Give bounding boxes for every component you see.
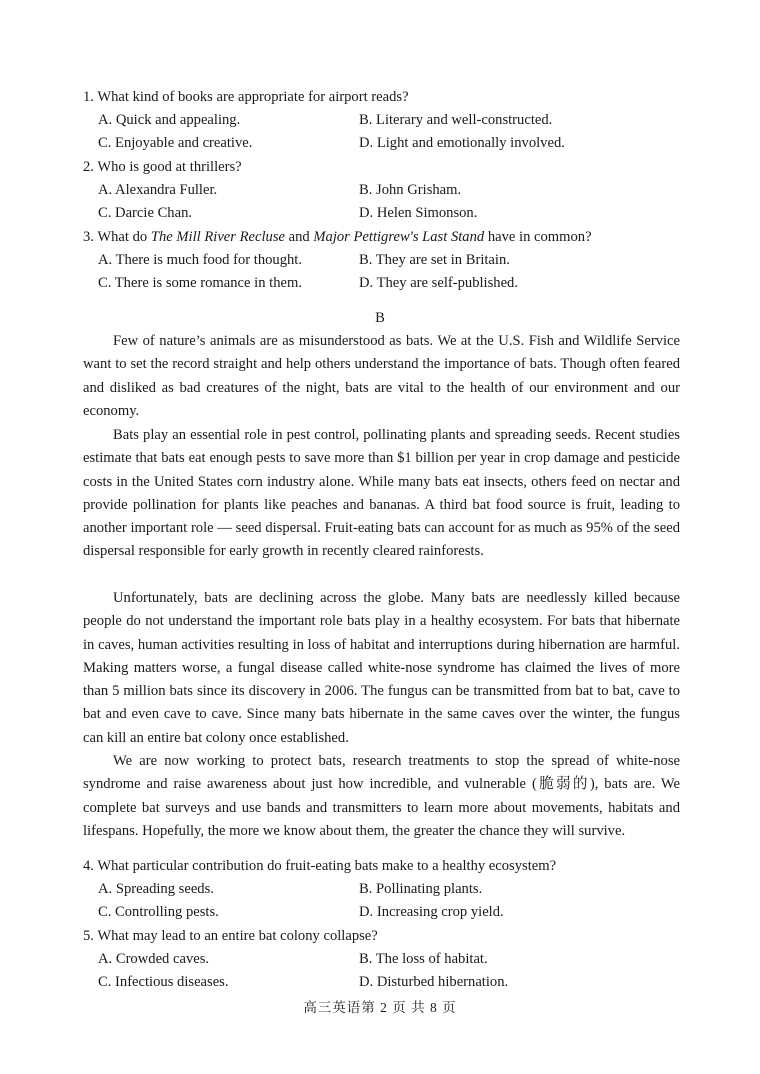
q4-option-d: D. Increasing crop yield.: [359, 904, 504, 920]
q1-option-c: C. Enjoyable and creative.: [98, 135, 253, 151]
question-5: [83, 926, 378, 946]
q4-option-a: A. Spreading seeds.: [98, 881, 214, 897]
q4-option-c: C. Controlling pests.: [98, 904, 219, 920]
q1-option-b: B. Literary and well-constructed.: [359, 112, 553, 128]
passage-paragraph-4: We are now working to protect bats, research treatments to stop the spread of white-nose syndrome and raise awareness about just how incredible, and vulnerable (脆弱的), bats are. We complete bat surveys and use bands and transmitters to learn more about movements, habitats and lifespans. Hopefully, the more we know about them, the greater the chance they will survive.: [83, 753, 680, 839]
question-1: [83, 87, 409, 107]
question-number: 1.: [83, 89, 94, 105]
q2-option-b: B. John Grisham.: [359, 182, 462, 198]
question-text: Who is good at thrillers?: [97, 159, 242, 175]
q5-option-a: A. Crowded caves.: [98, 951, 210, 967]
q2-option-a: A. Alexandra Fuller.: [98, 182, 218, 198]
q2-option-d: D. Helen Simonson.: [359, 205, 478, 221]
question-text-post: have in common?: [484, 229, 592, 245]
q5-option-d: D. Disturbed hibernation.: [359, 974, 509, 990]
question-text: What may lead to an entire bat colony collapse?: [97, 928, 378, 944]
q1-option-a: A. Quick and appealing.: [98, 112, 241, 128]
question-2: [83, 157, 242, 177]
q4-option-b: B. Pollinating plants.: [359, 881, 483, 897]
q5-option-c: C. Infectious diseases.: [98, 974, 229, 990]
question-3: [83, 227, 592, 247]
question-text: What kind of books are appropriate for airport reads?: [97, 89, 409, 105]
page-footer: 高三英语第 2 页 共 8 页: [303, 1000, 457, 1015]
question-text-mid: and: [284, 229, 314, 245]
book-title-1: The Mill River Recluse: [150, 229, 285, 245]
question-number: 2.: [83, 159, 94, 175]
section-label: B: [375, 310, 385, 326]
q3-option-d: D. They are self-published.: [359, 275, 518, 291]
question-text-pre: What do: [97, 229, 151, 245]
question-text: What particular contribution do fruit-eating bats make to a healthy ecosystem?: [97, 858, 557, 874]
q3-option-b: B. They are set in Britain.: [359, 252, 510, 268]
q1-option-d: D. Light and emotionally involved.: [359, 135, 565, 151]
q2-option-c: C. Darcie Chan.: [98, 205, 193, 221]
book-title-2: Major Pettigrew's Last Stand: [313, 229, 485, 245]
question-number: 5.: [83, 928, 94, 944]
passage-paragraph-1: Few of nature’s animals are as misunderstood as bats. We at the U.S. Fish and Wildlife Service want to set the record straight and help others understand the importance of bats. Though often feared and disliked as bad creatures of the night, bats are vital to the health of our environment and our economy.: [83, 333, 680, 419]
question-number: 4.: [83, 858, 94, 874]
passage-paragraph-3: Unfortunately, bats are declining across the globe. Many bats are needlessly killed because people do not understand the important role bats play in a healthy ecosystem. For bats that hibernate in caves, human activities resulting in loss of habitat and interruptions during hibernation are harmful. Making matters worse, a fungal disease called white-nose syndrome has claimed the lives of more than 5 million bats since its discovery in 2006. The fungus can be transmitted from bat to bat, cave to bat and even cave to cave. Since many bats hibernate in the same caves over the winter, the fungus can kill an entire bat colony once established.: [83, 590, 680, 746]
q3-option-c: C. There is some romance in them.: [98, 275, 302, 291]
q3-option-a: A. There is much food for thought.: [98, 252, 303, 268]
passage-paragraph-2: Bats play an essential role in pest control, pollinating plants and spreading seeds. Recent studies estimate that bats eat enough pests to save more than $1 billion per year in crop damage and pesticide costs in the United States corn industry alone. While many bats eat insects, others feed on nectar and provide pollination for plants like peaches and bananas. A third bat food source is fruit, leading to another important role — seed dispersal. Fruit-eating bats can account for as much as 95% of the seed dispersal responsible for early growth in recently cleared rainforests.: [83, 427, 680, 560]
question-number: 3.: [83, 229, 94, 245]
question-4: [83, 856, 556, 876]
q5-option-b: B. The loss of habitat.: [359, 951, 488, 967]
